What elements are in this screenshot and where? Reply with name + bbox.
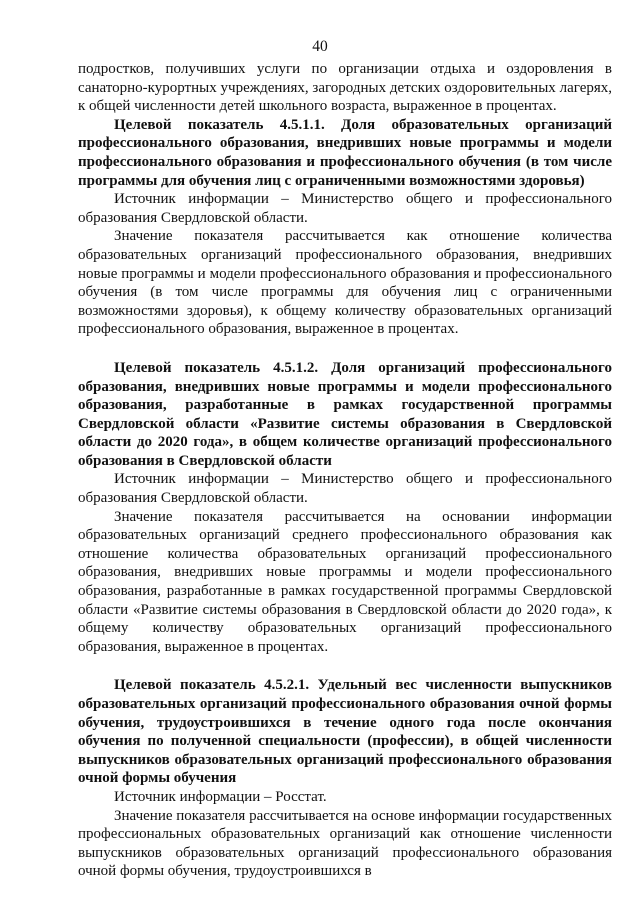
document-body [78,60,612,881]
indicator-4-5-1-1-value: Значение показателя рассчитывается как отношение количества образовательных организаций профессионального образования, внедривших новые программы и модели профессионального образования и профессионального обучения (в том числе программы для обучения лиц с ограниченными возможностями здоровья), к общему количеству образовательных организаций профессионального образования, выраженное в процентах. [78,228,612,338]
indicator-4-5-1-2-source: Источник информации – Министерство общего и профессионального образования Свердловской области. [78,471,612,507]
indicator-4-5-1-2-heading: Целевой показатель 4.5.1.2. Доля организаций профессионального образования, внедривших новые программы и модели профессионального образования, разработанные в рамках государственной программы Свердловской области «Развитие системы образования в Свердловской области до 2020 года», в общем количестве организаций профессионального образования в Свердловской области [78,359,612,469]
section-spacer [78,339,612,359]
indicator-4-5-2-1-heading: Целевой показатель 4.5.2.1. Удельный вес численности выпускников образовательных организаций профессионального образования очной формы обучения, трудоустроившихся в течение одного года после окончания обучения по полученной специальности (профессии), в общей численности выпускников образовательных организаций профессионального образования очной формы обучения [78,677,612,787]
intro-paragraph: подростков, получивших услуги по организации отдыха и оздоровления в санаторно-курортных учреждениях, загородных детских оздоровительных лагерях, к общей численности детей школьного возраста, выраженное в процентах. [78,61,612,115]
indicator-4-5-2-1-value: Значение показателя рассчитывается на основе информации государственных профессиональных образовательных организаций как отношение численности выпускников образовательных организаций профессионального образования очной формы обучения, трудоустроившихся в [78,807,612,880]
page-number: 40 [312,38,328,55]
indicator-4-5-1-2-value: Значение показателя рассчитывается на основании информации образовательных организаций среднего профессионального образования как отношение количества образовательных организаций профессионального образования, внедривших новые программы и модели профессионального образования, разработанные в рамках государственной программы Свердловской области «Развитие системы образования в Свердловской области до 2020 года», к общему количеству образовательных организаций профессионального образования, выраженное в процентах. [78,508,612,655]
indicator-4-5-1-1-source: Источник информации – Министерство общего и профессионального образования Свердловской области. [78,191,612,226]
indicator-4-5-1-1-heading: Целевой показатель 4.5.1.1. Доля образовательных организаций профессионального образования, внедривших новые программы и модели профессионального образования и профессионального обучения (в том числе программы для обучения лиц с ограниченными возможностями здоровья) [78,116,612,189]
section-spacer [78,656,612,676]
indicator-4-5-2-1-source: Источник информации – Росстат. [114,788,327,805]
